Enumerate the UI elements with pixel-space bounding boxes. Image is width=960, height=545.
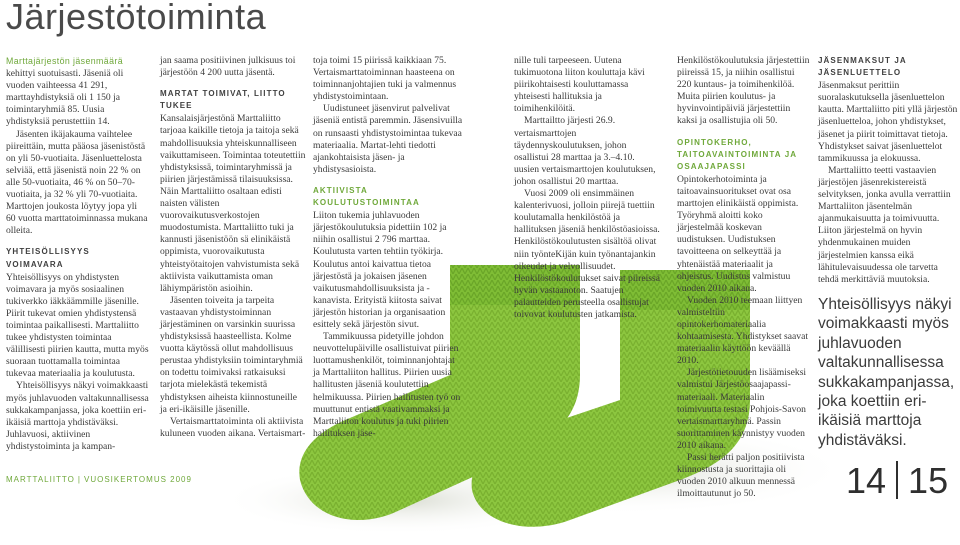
column-3: [313, 55, 463, 440]
paragraph: Järjestötietouuden lisäämiseksi valmistui Järjestöosaajapassi-materiaali. Materiaalin toimivuutta testasi Pohjois-Savon vertaismarttaryhmä. Passin suorittaminen käynnistyy vuoden 2010 aikana.: [677, 367, 807, 451]
column-5: [677, 55, 810, 500]
paragraph: Vuosi 2009 oli ensimmäinen kalenterivuosi, jolloin piirejä tuettiin koulutamalla henkilöstöä ja hallituksen jäseniä henkilöstöasioissa. Henkilöstökoulutusten sisältöä olivat niin työnteKijän kuin työnantajankin oikeudet ja velvollisuudet. Henkilöstökoulutukset saivat piireissä hyvän vastaanoton. Saatujen palautteiden perusteella osallistujat toivovat koulutusten jatkamista.: [514, 188, 661, 320]
paragraph: Opintokerhotoiminta ja taitoavainsuoritukset ovat osa marttojen elinikäistä oppimista. Työryhmä aloitti koko järjestelmää koskevan uudistuksen. Uudistuksen tavoitteena on selkeyttää ja yhtenäistää materiaalit ja ohjeistus. Uudistus valmistuu vuoden 2010 aikana.: [677, 173, 799, 294]
paragraph: Jäsenten toiveita ja tarpeita vastaavan yhdistystoiminnan järjestäminen on varsinkin suurissa yhdistyksissä haasteellista. Kolme vuotta käytössä ollut mahdollisuus perustaa yhdistyksiin toimintaryhmiä on todettu toimivaksi ratkaisuksi tarjota mielekästä tekemistä yhdistyksen aiheista kiinnostuneille ja eri-ikäisille jäsenille.: [160, 294, 303, 415]
paragraph: Jäsenmaksut perittiin suoralaskutuksella jäsenluettelon kautta. Marttaliitto piti yllä järjestön jäsenluetteloa, johon yhdistykset, jäsenet ja piirit toimittavat tietoja. Yhdistykset saivat jäsenluettelot tammikuussa ja elokuussa.: [818, 80, 958, 164]
pull-quote: Yhteisöllisyys näkyi voimakkaasti myös juhlavuoden valtakunnallisessa sukkakampanjassa, joka koettiin eri-ikäisiä marttoja yhdistäväksi.: [818, 296, 955, 449]
paragraph: toja toimi 15 piirissä kaikkiaan 75. Vertaismarttatoiminnan haasteena on toiminnanjohtajien tuki ja valmennus yhdistystoimintaan.: [313, 55, 457, 103]
page-number-divider: [896, 461, 898, 499]
section-heading: YHTEISÖLLISYYS VOIMAVARA: [6, 247, 90, 269]
footer-report: VUOSIKERTOMUS 2009: [83, 475, 192, 484]
paragraph: Kansalaisjärjestönä Marttaliitto tarjoaa kaikille tietoja ja taitoja sekä mahdollisuuksia yhteiskunnalliseen vaikuttamiseen. Toimintaa toteutettiin yhdistyksissä, toimintaryhmissä ja piirien järjestämissä tilaisuuksissa. Näin Marttaliitto osaltaan edisti naisten välisten vuorovaikutusverkostojen muodostumista. Marttaliitto tuki ja kannusti jäsenistöön sä elinikäistä oppimista, vuorovaikutusta yhteistyötaitojen vahvistumista sekä aktiivista vaikuttamista oman lähiympäristön asioihin.: [160, 113, 306, 294]
section-heading: JÄSENMAKSUT JA JÄSENLUETTELO: [818, 56, 907, 78]
footer-brand: MARTTALIITTO: [6, 475, 75, 484]
page-number-left: 14: [846, 460, 887, 501]
paragraph: Marttailtto järjesti 26.9. vertaismarttojen täydennyskoulutuksen, johon osallistui 28 marttaa ja 3.–4.10. uusien vertaismarttojen koulutuksen, johon osallistui 20 marttaa.: [514, 115, 656, 187]
paragraph: jan saama positiivinen julkisuus toi järjestöön 4 200 uutta jäsentä.: [160, 55, 296, 79]
footer: [6, 475, 192, 484]
section-heading: OPINTOKERHO, TAITOAVAINTOIMINTA JA OSAAJAPASSI: [677, 137, 797, 171]
paragraph: Jäsenten ikäjakauma vaihtelee piireittäin, mutta pääosa jäsenistöstä on yli 50-vuotiaita. Jäsenluettelosta selviää, että jäsenistä noin 22 % on alle 50-vuotiaita, 46 % on 50–70-vuotiaita, ja 32 % yli 70-vuotiaita. Marttojen joukosta löytyy jopa yli 60 vuotta marttatoiminnassa mukana olleita.: [6, 128, 148, 237]
lead-paragraph: [6, 55, 149, 129]
column-6: [818, 55, 958, 286]
column-1: [6, 55, 149, 453]
paragraph: Vertaismarttatoiminta oli aktiivista kuluneen vuoden aikana. Vertaismart-: [160, 415, 306, 439]
paragraph: Liiton tukemia juhlavuoden järjestökoulutuksia pidettiin 102 ja niihin osallistui 2 796 marttaa. Koulutusta varten tehtiin työkirja. Koulutus antoi kaivattua tietoa järjestöstä ja jokaisen jäsenen vaikutusmahdollisuuksista ja -kanavista. Erityistä kiitosta saivat järjestön historian ja organisaation esittely sekä järjestön sivut.: [313, 210, 447, 330]
paragraph: Yhteisöllisyys näkyi voimakkaasti myös juhlavuoden valtakunnallisessa sukkakampanjassa, joka koettiin eri-ikäisiä marttoja yhdistäväksi. Juhlavuosi, aktiivinen yhdistystoiminta ja kampan-: [6, 380, 149, 452]
paragraph: Yhteisöllisyys on yhdistysten voimavara ja myös sosiaalinen tukiverkko iäkkäämmille jäsenille. Piirit tukevat omien yhdistystensä toimintaa paikallisesti. Marttaliitto tukee yhdistysten toimintaa välillisesti piirien kautta, mutta myös suoraan tuottamalla toimintaa tukevaa materiaalia ja koulutusta.: [6, 271, 149, 380]
paragraph: Uudistuneet jäsenvirut palvelivat jäseniä entistä paremmin. Jäsensivuilla on runsaasti yhdistystoimintaa tukevaa materiaalia. Martat-lehti tiedotti ajankohtaisista jäsen- ja yhdistysasioista.: [313, 103, 463, 175]
page-number-right: 15: [908, 460, 949, 501]
lead-heading: Marttajärjestön jäsenmäärä: [6, 56, 123, 66]
lead-text: kehittyi suotuisasti. Jäseniä oli vuoden vaihteessa 41 291, marttayhdistyksiä oli 1 150 ja toimintaryhmiä 85. Uusia yhdistyksiä perustettiin 14.: [6, 68, 124, 128]
page-title: Järjestötoiminta: [6, 0, 267, 37]
paragraph: Vuoden 2010 teemaan liittyen valmisteltiin opintokerhomateriaalia kohtaamisesta. Yhdistykset saavat materiaalin käyttöön keväällä 2010.: [677, 294, 808, 367]
paragraph: Tammikuussa pidetyille johdon neuvottelupäiville osallistuivat piirien luottamushenkilöt, toiminnanjohtajat ja Marttaliiton hallitus. Piirien uusia hallitusten jäseniä koulutettiin helmikuussa. Piirien hallitusten työ on muuttunut entistä vaativammaksi ja Marttaliiton koulutus ja tuki piirien hallituksen jäse-: [313, 331, 461, 439]
section-heading: AKTIIVISTA KOULUTUSTOIMINTAA: [313, 185, 420, 208]
column-2: [160, 55, 306, 440]
section-heading: MARTAT TOIMIVAT, LIITTO TUKEE: [160, 89, 286, 111]
footer-separator: |: [77, 475, 81, 484]
page-numbers: [846, 460, 948, 502]
paragraph: Henkilöstökoulutuksia järjestettiin piireissä 15, ja niihin osallistui 220 kuntaus- ja toimihenkilöä. Muita piirien koulutus- ja hyvinvointipäiviä järjestettiin kaksi ja osallistujia oli 50.: [677, 55, 810, 127]
paragraph: Marttaliitto teetti vastaavien järjestöjen jäsenrekistereistä selvityksen, jonka avulla verrattiin Marttaliiton jäsentelmän ajanmukaisuutta ja toimivuutta. Liiton järjestelmä on hyvin yhdenmukainen muiden järjestelmien kanssa eikä lähitulevaisuudessa ole tarvetta tehdä merkittäviä muutoksia.: [818, 164, 951, 285]
paragraph: Passi herätti paljon positiivista kiinnostusta ja suorittajia oli vuoden 2010 alkuun mennessä ilmoittautunut jo 50.: [677, 452, 805, 500]
paragraph: nille tuli tarpeeseen. Uutena tukimuotona liiton kouluttaja kävi piirikohtaisesti kouluttamassa yhteisesti hallituksia ja toimihenkilöitä.: [514, 55, 645, 115]
column-4: [514, 55, 661, 321]
